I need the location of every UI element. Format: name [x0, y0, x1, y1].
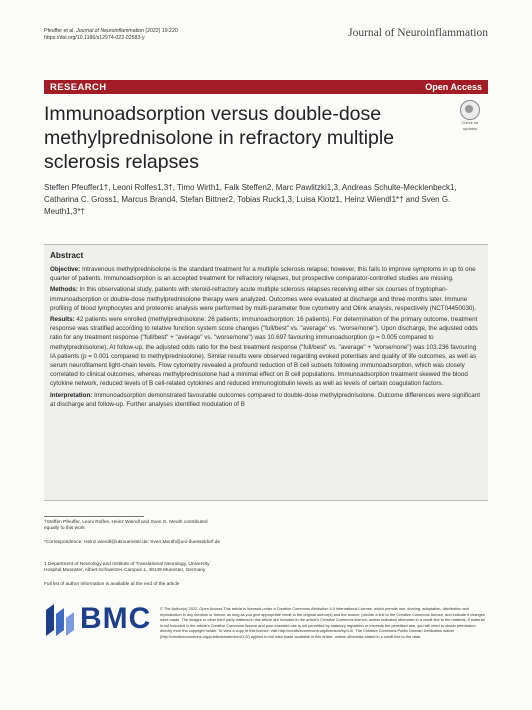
- doi-link[interactable]: https://doi.org/10.1186/s12974-022-02583-y: [44, 35, 145, 41]
- footnote-correspondence[interactable]: *Correspondence: Heinz.wiendl@ukmuenster.de; Sven.Meuth@uni-duesseldorf.de: [44, 540, 221, 545]
- check-for-updates-badge[interactable]: [456, 100, 484, 131]
- objective-label: Objective:: [50, 266, 81, 273]
- citation-header: [44, 28, 178, 42]
- check-updates-icon: [460, 100, 480, 120]
- objective-text: Intravenous methylprednisolone is the standard treatment for a multiple sclerosis relapse; however, this fails to improve symptoms in up to one quarter of patients. Immunoadsorption is an accepted treatment for refractory relapses, but prospective comparator-controlled studies are missing.: [50, 266, 476, 283]
- abstract-results: [50, 315, 482, 389]
- article-type-label: RESEARCH: [50, 82, 107, 93]
- footnote-equal-contribution: †Steffen Pfeuffer, Leoni Rolfes, Heinz Wiendl and Sven G. Meuth contributed equally to this work: [44, 520, 208, 532]
- methods-label: Methods:: [50, 286, 78, 294]
- bmc-logo: [44, 600, 154, 640]
- author-list: Steffen Pfeuffer1†, Leoni Rolfes1,3†, Timo Wirth1, Falk Steffen2, Marc Pawlitzki1,3, Andreas Schulte-Mecklenbeck1, Catharina C. Gross1, Marcus Brand4, Stefan Bittner2, Tobias Ruck1,3, Luisa Klotz1, Heinz Wiendl1*† and Sven G. Meuth1,3*†: [44, 183, 457, 217]
- badge-line1: Check for: [461, 120, 479, 125]
- license-text: © The Author(s) 2022. Open Access This article is licensed under a Creative Commons Attribution 4.0 International License, which permits use, sharing, adaptation, distribution and reproduction in any medium or format, as long as you give appropriate credit to the original author(s) and the source, provide a link to the Creative Commons licence, and indicate if changes were made. The images or other third party material in this article are included in the article's Creative Commons licence, unless indicated otherwise in a credit line to the material. If material is not included in the article's Creative Commons licence and your intended use is not permitted by statutory regulation or exceeds the permitted use, you will need to obtain permission directly from the copyright holder. To view a copy of this licence, visit http://creativecommons.org/licenses/by/4.0/. The Creative Commons Public Domain Dedication waiver (http://creativecommons.org/publicdomain/zero/1.0/) applies to the data made available in this article, unless otherwise stated in a credit line to the data.: [160, 606, 485, 639]
- footnote-affiliation: 1 Department of Neurology and Institute of Translational Neurology, University Hospital Muenster, Albert-Schweitzer-Campus 1, 48149 Muenster, Germany: [44, 562, 210, 574]
- results-label: Results:: [50, 316, 75, 324]
- footnote-divider: [44, 516, 144, 517]
- footnote-full-list: Full list of author information is available at the end of the article: [44, 582, 180, 587]
- abstract-box: [44, 244, 488, 501]
- interpretation-text: Immunoadsorption demonstrated favourable outcomes compared to double-dose methylprednisolone. Outcome differences were significant at discharge and follow-up. Further analyses identified modulation of B: [50, 391, 480, 408]
- abstract-objective: [50, 265, 482, 283]
- citation-authors: Pfeuffer et al.: [44, 28, 77, 34]
- citation-journal: Journal of Neuroinflammation: [76, 28, 144, 34]
- abstract-methods: [50, 285, 482, 313]
- badge-line2: updates: [462, 125, 478, 131]
- journal-name: Journal of Neuroinflammation: [348, 27, 488, 39]
- paper-title: Immunoadsorption versus double-dose methylprednisolone in refractory multiple sclerosis relapses: [44, 103, 395, 173]
- results-text: 42 patients were enrolled (methylprednisolone: 26 patients; immunoadsorption: 16 patients). For determination of the primary outcome, treatment response was stratified according to relative function system score changes ("full/best" vs. "average" vs. "worse/none"). Upon discharge, the adjusted odds ratio for any treatment response ("full/best" + "average" vs. "worse/none") was 10.697 favouring immunoadsorption (p = 0.005 compared to methylprednisolone). At follow-up, the adjusted odds ratio for the best treatment response ("full/best" vs. "average" + "worse/none") was 103.236 favouring IA patients (p = 0.001 compared to methylprednisolone). Similar results were observed regarding evoked potentials and quality of life outcomes, as well as serum neurofilament light-chain levels. Flow cytometry revealed a profound reduction of B cell subsets following immunoadsorption, which was closely correlated to clinical outcomes, whereas methylprednisolone had a minimal effect on B cell populations. Immunoadsorption treatment skewed the blood cytokine network, reduced levels of B cell-related cytokines and reduced immunoglobulin levels as well as levels of certain coagulation factors.: [50, 316, 478, 388]
- open-access-label: Open Access: [425, 82, 482, 92]
- abstract-body: [50, 265, 482, 411]
- abstract-heading: Abstract: [50, 251, 84, 260]
- bmc-logo-icon: [44, 600, 78, 640]
- interpretation-label: Interpretation:: [50, 391, 93, 399]
- article-type-band: [44, 80, 488, 94]
- methods-text: In this observational study, patients with steroid-refractory acute multiple sclerosis relapses receiving either six courses of tryptophan-immunoadsorption or double-dose methylprednisolone therapy were analyzed. Outcomes were evaluated at discharge and three months later. Immune profiling of blood lymphocytes and proteomic analysis were performed by multi-parameter flow cytometry and Olink analysis, respectively (NCT04450030).: [50, 286, 477, 312]
- citation-volume: (2022) 19:220: [143, 28, 178, 34]
- abstract-interpretation: [50, 391, 482, 409]
- bmc-logo-text: BMC: [80, 602, 152, 635]
